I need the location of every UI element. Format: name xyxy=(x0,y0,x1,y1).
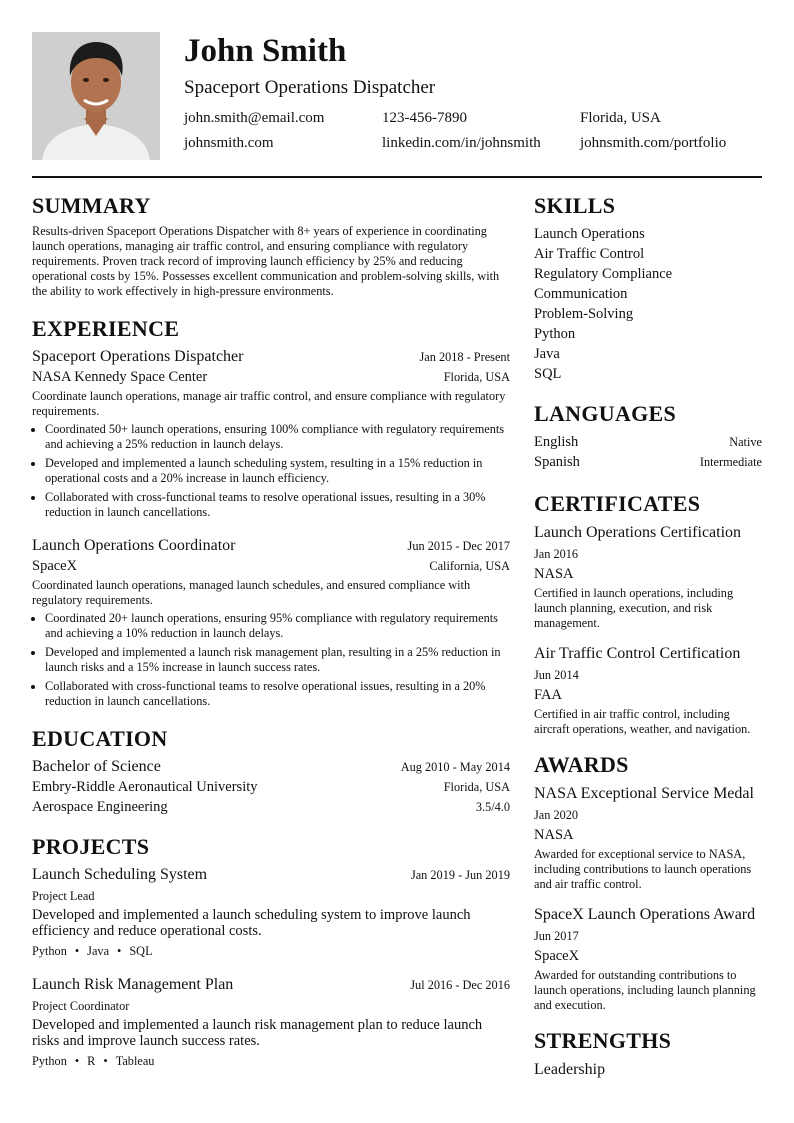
contact-website[interactable]: johnsmith.com xyxy=(184,135,274,151)
project-role: Project Coordinator xyxy=(32,999,130,1013)
job-description: Coordinated launch operations, managed launch schedules, and ensured compliance with regulatory requirements. xyxy=(32,578,471,607)
project-title: Launch Risk Management Plan xyxy=(32,976,234,993)
award-entry xyxy=(534,783,762,892)
header-divider xyxy=(32,176,762,178)
job-description: Coordinate launch operations, manage air traffic control, and ensure compliance with regulatory requirements. xyxy=(32,389,506,418)
project-entry xyxy=(32,975,510,1069)
language-name: Spanish xyxy=(534,454,580,470)
certificate-date: Jan 2016 xyxy=(534,547,579,561)
skill-item: Regulatory Compliance xyxy=(534,266,673,282)
job-bullet: • Coordinated 50+ launch operations, ensuring 100% compliance with regulatory requirements and achieving a 25% reduction in launch delays. xyxy=(45,422,510,452)
gpa: 3.5/4.0 xyxy=(475,800,510,814)
experience-entry xyxy=(32,536,510,709)
summary-text: Results-driven Spaceport Operations Dispatcher with 8+ years of experience in coordinating launch operations, managing air traffic control, and ensuring compliance with regulatory requirements. Proven track record of improving launch efficiency by 25% and reducing operational costs by 15%. Possesses excellent communication and problem-solving skills, with the ability to work effectively in high-pressure environments. xyxy=(32,224,500,298)
school-name: Embry-Riddle Aeronautical University xyxy=(32,779,258,795)
school-location: Florida, USA xyxy=(443,780,510,794)
certificate-entry xyxy=(534,522,762,631)
language-level: Native xyxy=(729,435,762,449)
summary-section xyxy=(32,192,510,299)
tech-item: SQL xyxy=(129,944,153,958)
project-description: Developed and implemented a launch scheduling system to improve launch efficiency and reduce operational costs. xyxy=(32,907,471,939)
job-bullet: • Developed and implemented a launch risk management plan, resulting in a 25% reduction in launch risks and a 15% increase in launch success rates. xyxy=(45,645,510,675)
award-entry xyxy=(534,904,762,1013)
bullet-separator: • xyxy=(74,944,80,958)
skill-item: SQL xyxy=(534,366,562,382)
project-title: Launch Scheduling System xyxy=(32,866,208,883)
job-company: NASA Kennedy Space Center xyxy=(32,369,208,385)
job-title: Spaceport Operations Dispatcher xyxy=(32,348,244,365)
job-dates: Jun 2015 - Dec 2017 xyxy=(407,539,510,553)
section-heading: AWARDS xyxy=(534,752,629,777)
contact-portfolio[interactable]: johnsmith.com/portfolio xyxy=(580,135,727,151)
section-heading: LANGUAGES xyxy=(534,401,677,426)
experience-entry xyxy=(32,347,510,520)
award-title: NASA Exceptional Service Medal xyxy=(534,785,754,802)
job-bullets xyxy=(32,611,510,709)
awards-section xyxy=(534,751,762,1013)
left-column xyxy=(32,192,510,1085)
section-heading: SKILLS xyxy=(534,193,616,218)
projects-section xyxy=(32,833,510,1069)
tech-item: Tableau xyxy=(115,1054,155,1068)
contact-linkedin[interactable]: linkedin.com/in/johnsmith xyxy=(382,135,541,151)
project-role: Project Lead xyxy=(32,889,95,903)
skill-item: Launch Operations xyxy=(534,226,645,242)
award-date: Jan 2020 xyxy=(534,808,579,822)
certificate-title: Air Traffic Control Certification xyxy=(534,645,741,662)
project-tech xyxy=(32,1053,510,1069)
education-dates: Aug 2010 - May 2014 xyxy=(400,760,510,774)
language-name: English xyxy=(534,434,579,450)
certificate-org: FAA xyxy=(534,687,562,703)
job-dates: Jan 2018 - Present xyxy=(419,350,510,364)
award-title: SpaceX Launch Operations Award xyxy=(534,906,756,923)
project-dates: Jan 2019 - Jun 2019 xyxy=(410,868,510,882)
certificate-entry xyxy=(534,643,762,737)
skill-item: Air Traffic Control xyxy=(534,246,645,262)
strengths-section xyxy=(534,1027,762,1081)
project-dates: Jul 2016 - Dec 2016 xyxy=(410,978,510,992)
resume-header xyxy=(32,32,762,162)
award-description: Awarded for outstanding contributions to launch operations, including launch planning and execution. xyxy=(534,968,756,1012)
tech-item: Java xyxy=(87,944,110,958)
job-bullets xyxy=(32,422,510,520)
profile-photo xyxy=(32,32,160,160)
certificate-description: Certified in launch operations, including launch planning, execution, and risk management. xyxy=(534,586,734,630)
right-column xyxy=(534,192,762,1095)
contact-location: Florida, USA xyxy=(580,110,661,126)
certificate-title: Launch Operations Certification xyxy=(534,524,742,541)
candidate-title: Spaceport Operations Dispatcher xyxy=(184,77,436,98)
job-bullet: • Coordinated 20+ launch operations, ensuring 95% compliance with regulatory requirements and achieving a 10% reduction in launch delays. xyxy=(45,611,510,641)
award-date: Jun 2017 xyxy=(534,929,579,943)
tech-item: Python xyxy=(32,1054,67,1068)
section-heading: SUMMARY xyxy=(32,193,151,218)
skill-item: Problem-Solving xyxy=(534,306,634,322)
project-description: Developed and implemented a launch risk management plan to reduce launch risks and improve launch success rates. xyxy=(32,1017,483,1049)
section-heading: STRENGTHS xyxy=(534,1028,672,1053)
experience-section xyxy=(32,315,510,709)
tech-item: R xyxy=(87,1054,96,1068)
strength-item: Leadership xyxy=(534,1061,606,1078)
skill-item: Python xyxy=(534,326,576,342)
degree: Bachelor of Science xyxy=(32,758,161,775)
language-level: Intermediate xyxy=(699,455,762,469)
section-heading: EXPERIENCE xyxy=(32,316,180,341)
project-tech xyxy=(32,943,510,959)
job-bullet: • Developed and implemented a launch scheduling system, resulting in a 15% reduction in operational costs and a 20% increase in launch efficiency. xyxy=(45,456,510,486)
contact-phone[interactable]: 123-456-7890 xyxy=(382,110,467,126)
job-location: Florida, USA xyxy=(443,370,510,384)
award-org: SpaceX xyxy=(534,948,580,964)
certificate-org: NASA xyxy=(534,566,574,582)
job-company: SpaceX xyxy=(32,558,78,574)
job-bullet: • Collaborated with cross-functional teams to resolve operational issues, resulting in a 20% reduction in launch cancellations. xyxy=(45,679,510,709)
section-heading: CERTIFICATES xyxy=(534,491,701,516)
languages-section xyxy=(534,400,762,472)
certificate-description: Certified in air traffic control, including aircraft operations, weather, and navigation. xyxy=(534,707,751,736)
job-bullet: • Collaborated with cross-functional teams to resolve operational issues, resulting in a 30% reduction in launch cancellations. xyxy=(45,490,510,520)
section-heading: PROJECTS xyxy=(32,834,150,859)
skills-section xyxy=(534,192,762,384)
job-title: Launch Operations Coordinator xyxy=(32,537,236,554)
skill-item: Communication xyxy=(534,286,628,302)
tech-item: Python xyxy=(32,944,67,958)
certificate-date: Jun 2014 xyxy=(534,668,579,682)
certificates-section xyxy=(534,490,762,737)
candidate-name: John Smith xyxy=(184,33,347,69)
major: Aerospace Engineering xyxy=(32,799,168,815)
award-description: Awarded for exceptional service to NASA, including contributions to launch operations and air traffic control. xyxy=(534,847,752,891)
skill-item: Java xyxy=(534,346,560,362)
job-location: California, USA xyxy=(429,559,510,573)
bullet-separator: • xyxy=(117,944,122,958)
education-section xyxy=(32,725,510,817)
bullet-separator: • xyxy=(74,1054,80,1068)
bullet-separator: • xyxy=(103,1054,108,1068)
award-org: NASA xyxy=(534,827,574,843)
contact-email[interactable]: john.smith@email.com xyxy=(184,110,325,126)
project-entry xyxy=(32,865,510,959)
section-heading: EDUCATION xyxy=(32,726,168,751)
